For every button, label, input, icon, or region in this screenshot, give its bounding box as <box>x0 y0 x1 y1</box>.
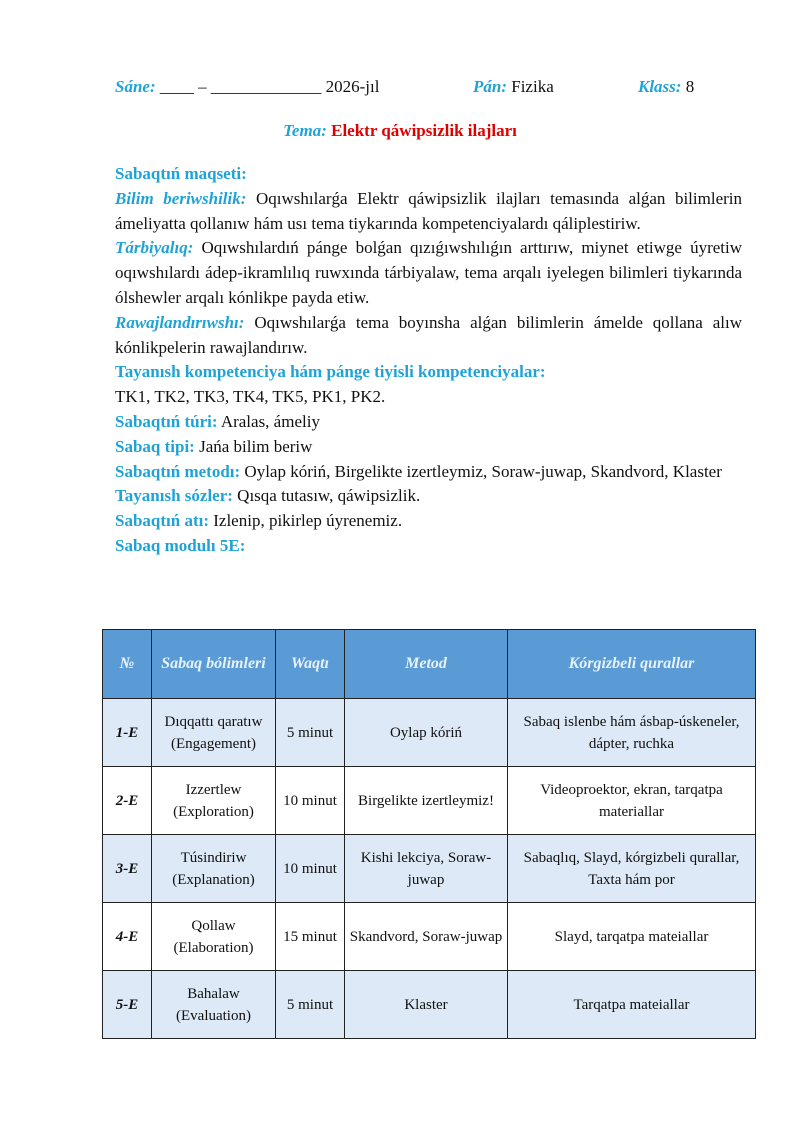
knowledge-text: Oqıwshılarǵa Elektr qáwipsizlik ilajları temasında alǵan bilimlerin ámeliyatta qollanıw hám usı tema tiykarında kompetenciyalardı qáliplestiriw. <box>115 188 742 233</box>
keywords <box>115 484 742 509</box>
lesson-type <box>115 435 742 460</box>
row-stage: Qollaw (Elaboration) <box>152 903 276 971</box>
date-value: ____ – _____________ 2026-jıl <box>159 77 380 96</box>
module-heading: Sabaq modulı 5E: <box>115 535 246 555</box>
subject-line <box>473 77 554 97</box>
table-row <box>103 767 756 835</box>
subject-label: Pán: <box>473 77 507 96</box>
row-time: 5 minut <box>276 699 345 767</box>
theme-line <box>0 121 800 141</box>
class-label: Klass: <box>638 77 682 96</box>
keywords-value: Qısqa tutasıw, qáwipsizlik. <box>237 486 421 506</box>
education-label: Tárbiyalıq: <box>115 238 194 258</box>
class-value: 8 <box>685 77 695 96</box>
row-stage: Dıqqattı qaratıw (Engagement) <box>152 699 276 767</box>
row-number: 3-E <box>103 835 152 903</box>
development-label: Rawajlandırıwshı: <box>115 312 245 332</box>
header-stage: Sabaq bólimleri <box>152 630 276 699</box>
row-tools: Videoproektor, ekran, tarqatpa materiallar <box>508 767 756 835</box>
knowledge-label: Bilim beriwshilik: <box>115 188 247 208</box>
row-method: Oylap kóriń <box>345 699 508 767</box>
row-time: 15 minut <box>276 903 345 971</box>
date-line <box>115 77 379 97</box>
header-number: № <box>103 630 152 699</box>
row-method: Kishi lekciya, Soraw-juwap <box>345 835 508 903</box>
date-label: Sáne: <box>115 77 156 96</box>
theme-value: Elektr qáwipsizlik ilajları <box>331 121 517 140</box>
lesson-module-table <box>102 629 756 1039</box>
lesson-type-label: Sabaq tipi: <box>115 436 195 456</box>
row-number: 1-E <box>103 699 152 767</box>
goals-heading: Sabaqtıń maqseti: <box>115 164 247 183</box>
table-row <box>103 903 756 971</box>
row-time: 10 minut <box>276 835 345 903</box>
theme-label: Tema: <box>283 121 327 140</box>
header-time: Waqtı <box>276 630 345 699</box>
competencies-heading: Tayanısh kompetenciya hám pánge tiyisli kompetenciyalar: <box>115 362 546 382</box>
keywords-label: Tayanısh sózler: <box>115 486 233 506</box>
header-tools: Kórgizbeli qurallar <box>508 630 756 699</box>
row-method: Birgelikte izertleymiz! <box>345 767 508 835</box>
motto-value: Izlenip, pikirlep úyrenemiz. <box>213 511 403 531</box>
subject-value: Fizika <box>511 77 554 96</box>
development-text: Oqıwshılarǵa tema boyınsha alǵan bilimlerin ámelde qollana alıw kónlikpelerin rawajlandırıw. <box>115 312 743 357</box>
row-stage: Bahalaw (Evaluation) <box>152 971 276 1039</box>
row-stage: Túsindiriw (Explanation) <box>152 835 276 903</box>
table-row <box>103 699 756 767</box>
row-number: 5-E <box>103 971 152 1039</box>
class-line <box>638 77 694 97</box>
motto-label: Sabaqtıń atı: <box>115 511 209 531</box>
knowledge-goal <box>115 187 742 237</box>
table-header-row <box>103 630 756 699</box>
lesson-kind-value: Aralas, ámeliy <box>220 411 320 431</box>
row-tools: Sabaqlıq, Slayd, kórgizbeli qurallar, Taxta hám por <box>508 835 756 903</box>
competencies-value: TK1, TK2, TK3, TK4, TK5, PK1, PK2. <box>115 387 386 407</box>
lesson-type-value: Jańa bilim beriw <box>199 436 313 456</box>
row-tools: Tarqatpa mateiallar <box>508 971 756 1039</box>
lesson-details <box>115 162 742 559</box>
lesson-method <box>115 460 742 485</box>
row-tools: Slayd, tarqatpa mateiallar <box>508 903 756 971</box>
table-row <box>103 971 756 1039</box>
lesson-motto <box>115 509 742 534</box>
lesson-kind <box>115 410 742 435</box>
method-value: Oylap kóriń, Birgelikte izertleymiz, Soraw-juwap, Skandvord, Klaster <box>244 461 722 481</box>
lesson-kind-label: Sabaqtıń túri: <box>115 411 218 431</box>
row-stage: Izzertlew (Exploration) <box>152 767 276 835</box>
education-goal <box>115 236 742 310</box>
table-row <box>103 835 756 903</box>
row-tools: Sabaq islenbe hám ásbap-úskeneler, dápter, ruchka <box>508 699 756 767</box>
row-time: 10 minut <box>276 767 345 835</box>
education-text: Oqıwshılardıń pánge bolǵan qızıǵıwshılıǵın arttırıw, miynet etiwge úyretiw oqıwshılardı ádep-ikramlılıq ruwxında tárbiyalaw, tema arqalı iyelegen bilimleri tiykarında ólshewler arqalı kónlikpe payda etiw. <box>115 238 742 307</box>
row-method: Klaster <box>345 971 508 1039</box>
row-number: 4-E <box>103 903 152 971</box>
development-goal <box>115 311 742 361</box>
row-method: Skandvord, Soraw-juwap <box>345 903 508 971</box>
header-method: Metod <box>345 630 508 699</box>
row-number: 2-E <box>103 767 152 835</box>
method-label: Sabaqtıń metodı: <box>115 461 241 481</box>
row-time: 5 minut <box>276 971 345 1039</box>
